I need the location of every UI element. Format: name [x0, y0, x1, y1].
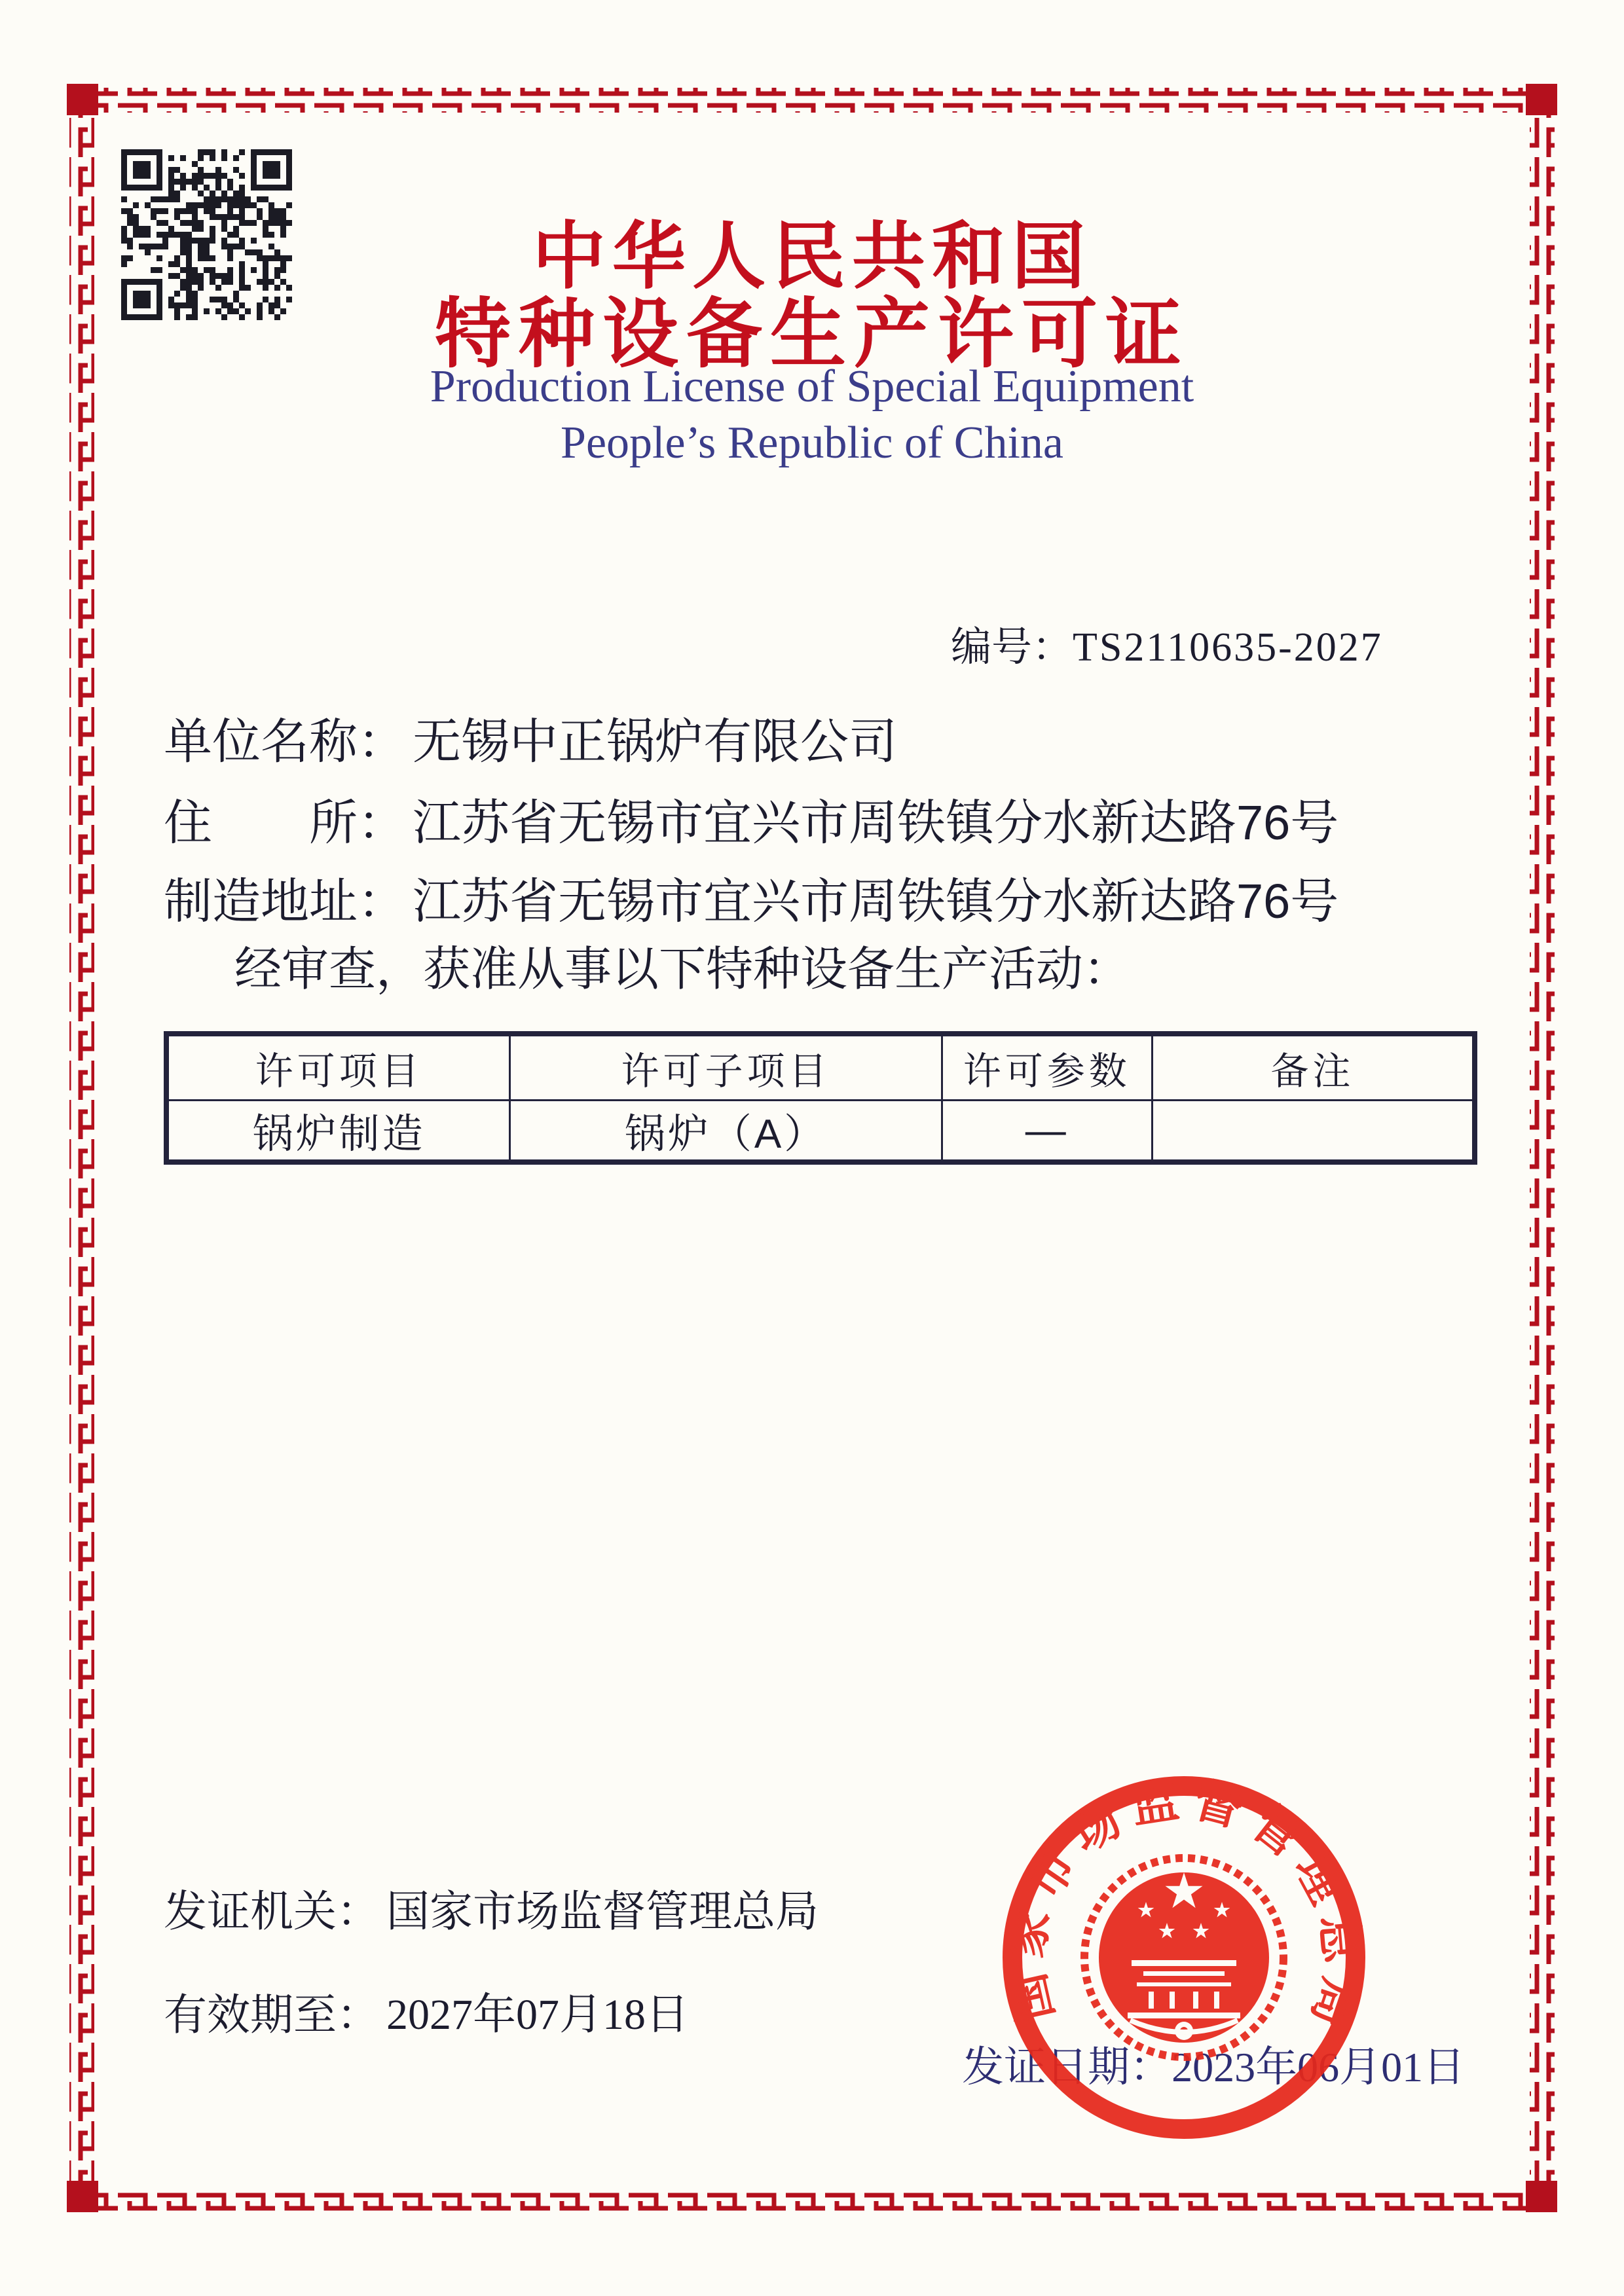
- col-remarks: 备注: [1152, 1036, 1473, 1101]
- title-cn-line2: 特种设备生产许可证: [435, 291, 1189, 376]
- address-label: 住 所：: [164, 795, 406, 850]
- mfg-address-value: 江苏省无锡市宜兴市周铁镇分水新达路76号: [413, 874, 1339, 928]
- permit-table: [164, 1031, 1477, 1165]
- company-label: 单位名称：: [164, 714, 406, 769]
- cell-permit-parameter: —: [942, 1101, 1152, 1161]
- approval-statement: 经审查，获准从事以下特种设备生产活动：: [234, 943, 1131, 996]
- title-cn-line1: 中华人民共和国: [532, 215, 1092, 297]
- mfg-address-label: 制造地址：: [164, 874, 406, 928]
- border-corner-bl: [67, 2181, 98, 2212]
- col-permit-parameter: 许可参数: [942, 1036, 1152, 1101]
- official-seal: [998, 1772, 1370, 2143]
- seal-circular-text: 国家市场监督管理总局: [999, 1772, 1369, 2044]
- address-value: 江苏省无锡市宜兴市周铁镇分水新达路76号: [413, 795, 1339, 850]
- cell-permit-item: 锅炉制造: [168, 1101, 510, 1161]
- title-en-line2: People’s Republic of China: [561, 418, 1063, 468]
- col-permit-item: 许可项目: [168, 1036, 510, 1101]
- seal-national-emblem: [1084, 1858, 1283, 2057]
- company-value: 无锡中正锅炉有限公司: [413, 714, 897, 769]
- cell-remarks: [1152, 1101, 1473, 1161]
- issuer-line: [164, 1887, 819, 1937]
- border-corner-tr: [1526, 84, 1557, 115]
- issue-date-label: 发证日期：: [962, 2043, 1172, 2090]
- valid-until-line: [164, 1990, 689, 2040]
- field-address: [164, 795, 1338, 850]
- border-corner-br: [1526, 2181, 1557, 2212]
- title-en-line1: Production License of Special Equipment: [430, 361, 1194, 412]
- issue-date-value: 2023年06月01日: [1172, 2044, 1466, 2090]
- issuer-label: 发证机关：: [164, 1887, 380, 1935]
- license-number-line: [951, 623, 1383, 672]
- valid-until-label: 有效期至：: [164, 1990, 380, 2039]
- issuer-value: 国家市场监督管理总局: [386, 1887, 819, 1935]
- border-bottom: [98, 2191, 1526, 2215]
- permit-table-row: [168, 1101, 1473, 1161]
- field-mfg-address: [164, 873, 1338, 929]
- field-company: [164, 714, 897, 769]
- license-number-value: TS2110635-2027: [1073, 625, 1383, 670]
- border-top: [98, 88, 1526, 113]
- permit-table-header-row: [168, 1036, 1473, 1101]
- license-number-label: 编号：: [951, 625, 1073, 670]
- cell-permit-subitem: 锅炉（A）: [510, 1101, 942, 1161]
- col-permit-subitem: 许可子项目: [510, 1036, 942, 1101]
- border-corner-tl: [67, 84, 98, 115]
- valid-until-value: 2027年07月18日: [386, 1991, 689, 2039]
